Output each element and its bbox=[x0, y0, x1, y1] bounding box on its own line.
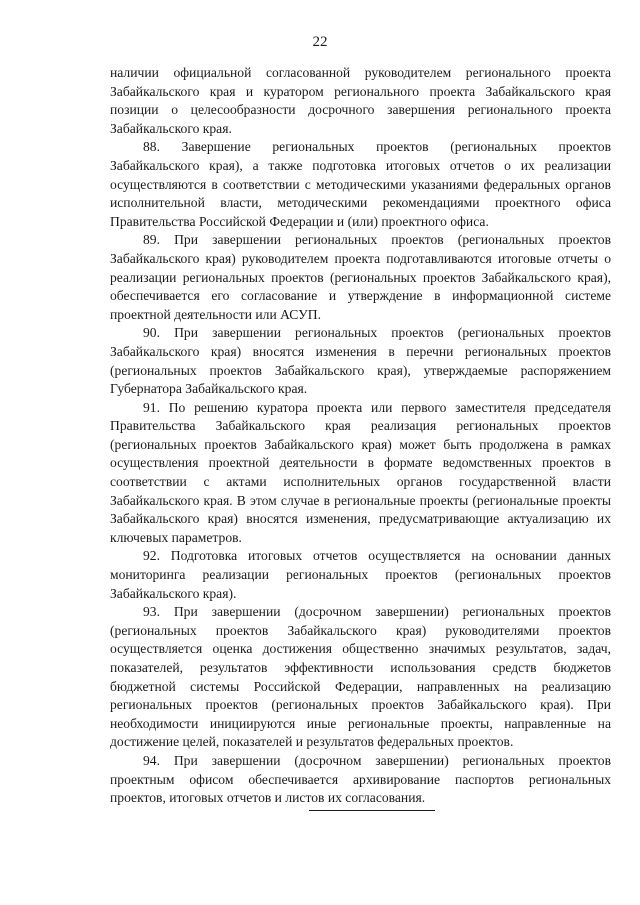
paragraph-continuation: наличии официальной согласованной руководителем регионального проекта Забайкальского края и куратором регионального проекта Забайкальского края позиции о целесообразности досрочного завершения регионального проекта Забайкальского края. bbox=[110, 65, 611, 136]
page-number: 22 bbox=[312, 34, 328, 50]
document-body bbox=[110, 64, 611, 808]
paragraph-93: 93. При завершении (досрочном завершении) региональных проектов (региональных проектов Забайкальского края) руководителями проектов осуществляется оценка достижения общественно значимых результатов, задач, показателей, результатов эффективности использования средств бюджетов бюджетной системы Российской Федерации, направленных на реализацию региональных проектов (региональных проектов Забайкальского края). При необходимости инициируются иные региональные проекты, направленные на достижение целей, показателей и результатов федеральных проектов. bbox=[110, 604, 611, 750]
end-separator-line bbox=[309, 810, 435, 811]
paragraph-94: 94. При завершении (досрочном завершении) региональных проектов проектным офисом обеспечивается архивирование паспортов региональных проектов, итоговых отчетов и листов их согласования. bbox=[110, 752, 611, 806]
paragraph-88: 88. Завершение региональных проектов (региональных проектов Забайкальского края), а также подготовка итоговых отчетов о их реализации осуществляются в соответствии с методическими указаниями федеральных органов исполнительной власти, методическими рекомендациями проектного офиса Правительства Российской Федерации и (или) проектного офиса. bbox=[110, 139, 611, 229]
paragraph-91: 91. По решению куратора проекта или первого заместителя председателя Правительства Забайкальского края реализация региональных проектов (региональных проектов Забайкальского края) может быть продолжена в рамках осуществления проектной деятельности в формате ведомственных проектов в соответствии с актами исполнительных органов государственной власти Забайкальского края. В этом случае в региональные проекты (региональные проекты Забайкальского края) вносятся изменения, предусматривающие актуализацию их ключевых параметров. bbox=[110, 399, 611, 545]
paragraph-90: 90. При завершении региональных проектов (региональных проектов Забайкальского края) вносятся изменения в перечни региональных проектов (региональных проектов Забайкальского края), утверждаемые распоряжением Губернатора Забайкальского края. bbox=[110, 325, 611, 397]
paragraph-89: 89. При завершении региональных проектов (региональных проектов Забайкальского края) руководителем проекта подготавливаются итоговые отчеты о реализации региональных проектов (региональных проектов Забайкальского края), обеспечивается его согласование и утверждение в информационной системе проектной деятельности или АСУП. bbox=[110, 232, 611, 322]
paragraph-92: 92. Подготовка итоговых отчетов осуществляется на основании данных мониторинга реализации региональных проектов (региональных проектов Забайкальского края). bbox=[110, 548, 611, 601]
